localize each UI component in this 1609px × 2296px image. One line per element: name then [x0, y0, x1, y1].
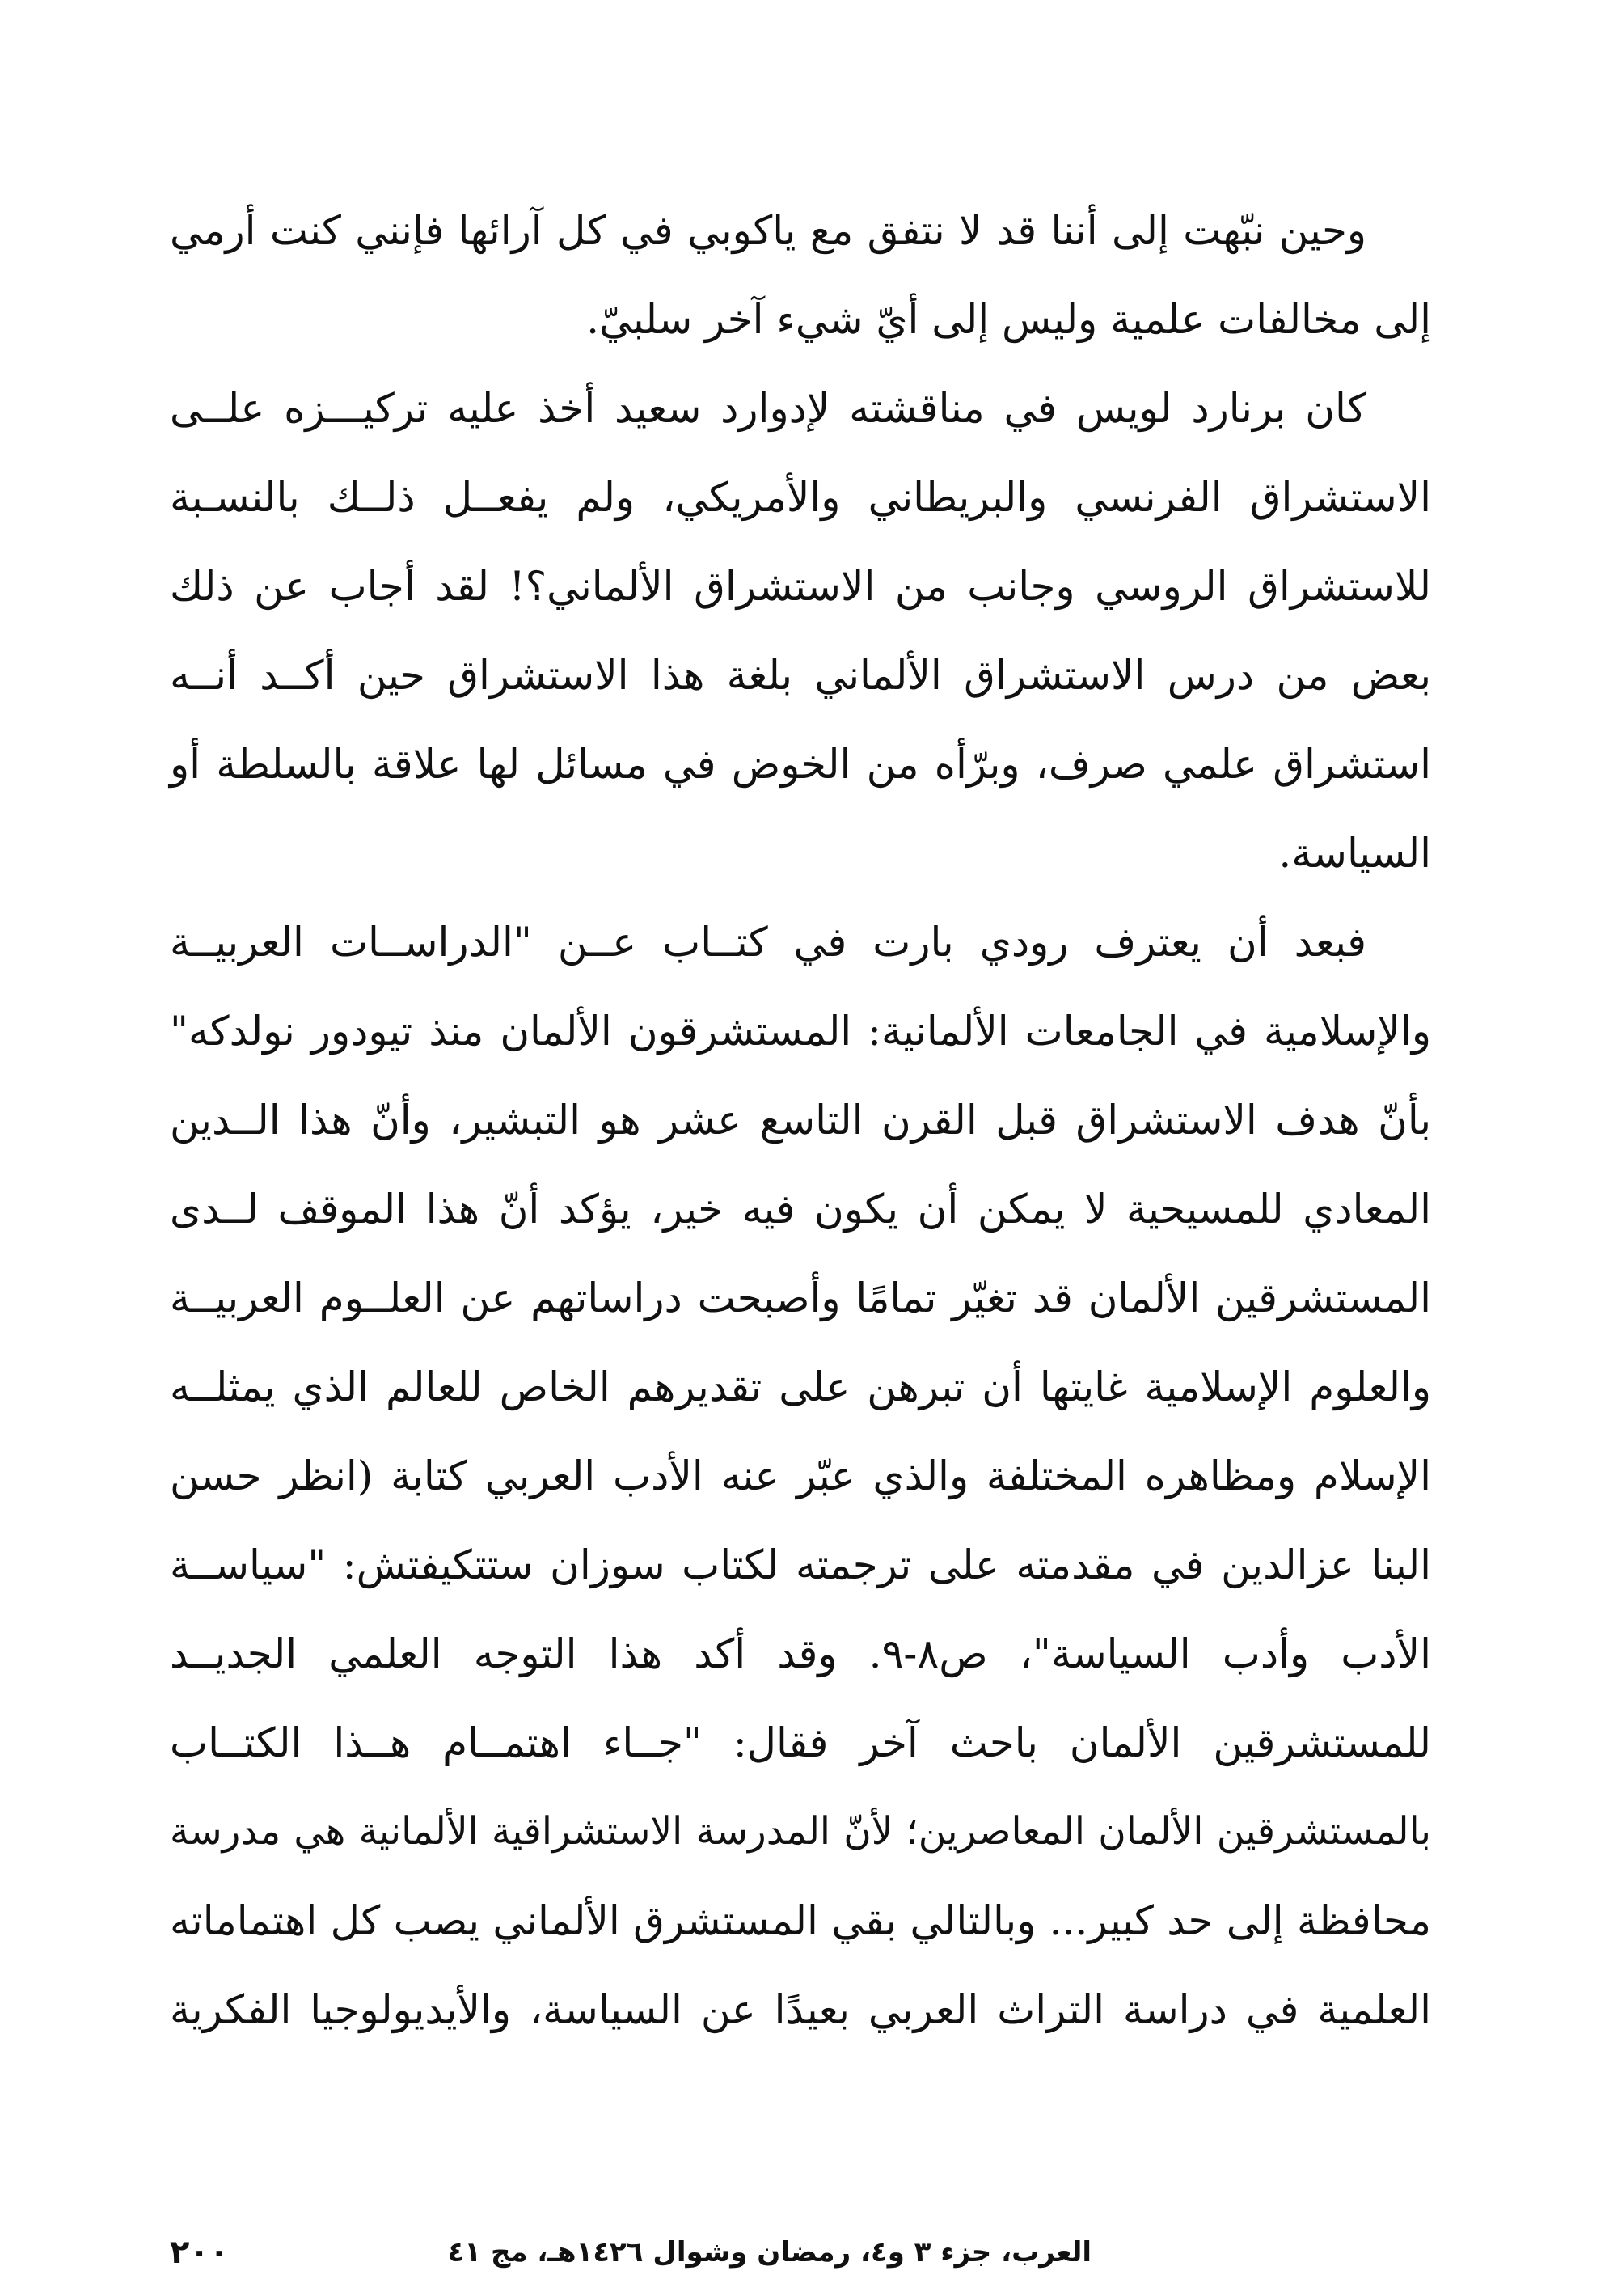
- text-line: السياسة.: [1278, 830, 1431, 877]
- text-line: والعلوم الإسلامية غايتها أن تبرهن على تقديرهم الخاص للعالم الذي يمثلــه: [170, 1364, 1431, 1410]
- text-line: فبعد أن يعترف رودي بارت في كتــاب عــن "الدراســات العربيــة: [170, 919, 1366, 966]
- text-line: محافظة إلى حد كبير... وبالتالي بقي المستشرق الألماني يصب كل اهتماماته: [170, 1897, 1431, 1944]
- text-line: وحين نبّهت إلى أننا قد لا نتفق مع ياكوبي في كل آرائها فإنني كنت أرمي: [170, 207, 1366, 254]
- journal-reference: العرب، جزء ٣ و٤، رمضان وشوال ١٤٢٦هـ، مج ٤١: [447, 2236, 1092, 2269]
- text-line: الاستشراق الفرنسي والبريطاني والأمريكي، ولم يفعــل ذلــك بالنسـبة: [170, 474, 1431, 521]
- text-line: إلى مخالفات علمية وليس إلى أيّ شيء آخر سلبيّ.: [586, 296, 1431, 343]
- text-line: للاستشراق الروسي وجانب من الاستشراق الألماني؟! لقد أجاب عن ذلك: [170, 563, 1431, 610]
- text-line: بعض من درس الاستشراق الألماني بلغة هذا الاستشراق حين أكــد أنــه: [170, 652, 1431, 699]
- text-line: استشراق علمي صرف، وبرّأه من الخوض في مسائل لها علاقة بالسلطة أو: [170, 741, 1431, 788]
- page-body: [170, 186, 1431, 2192]
- text-line: كان برنارد لويس في مناقشته لإدوارد سعيد أخذ عليه تركيـــزه علــى: [170, 385, 1366, 432]
- text-line: الإسلام ومظاهره المختلفة والذي عبّر عنه الأدب العربي كتابة (انظر حسن: [170, 1452, 1431, 1499]
- text-line: البنا عزالدين في مقدمته على ترجمته لكتاب سوزان ستتكيفتش: "سياســة: [170, 1541, 1431, 1588]
- text-line: الأدب وأدب السياسة"، ص٨-٩. وقد أكد هذا التوجه العلمي الجديــد: [170, 1630, 1431, 1677]
- text-line: المعادي للمسيحية لا يمكن أن يكون فيه خير، يؤكد أنّ هذا الموقف لــدى: [170, 1186, 1431, 1233]
- text-line: بالمستشرقين الألمان المعاصرين؛ لأنّ المدرسة الاستشراقية الألمانية هي مدرسة: [170, 1809, 1431, 1854]
- text-line: العلمية في دراسة التراث العربي بعيدًا عن السياسة، والأيديولوجيا الفكرية: [170, 1986, 1431, 2033]
- text-line: للمستشرقين الألمان باحث آخر فقال: "جــاء اهتمــام هــذا الكتــاب: [170, 1719, 1431, 1766]
- page-number: ٢٠٠: [170, 2234, 230, 2271]
- text-line: والإسلامية في الجامعات الألمانية: المستشرقون الألمان منذ تيودور نولدكه": [170, 1008, 1431, 1055]
- text-line: المستشرقين الألمان قد تغيّر تمامًا وأصبحت دراساتهم عن العلــوم العربيــة: [170, 1275, 1431, 1321]
- page-footer: [170, 2224, 1431, 2281]
- text-line: بأنّ هدف الاستشراق قبل القرن التاسع عشر هو التبشير، وأنّ هذا الــدين: [170, 1097, 1431, 1144]
